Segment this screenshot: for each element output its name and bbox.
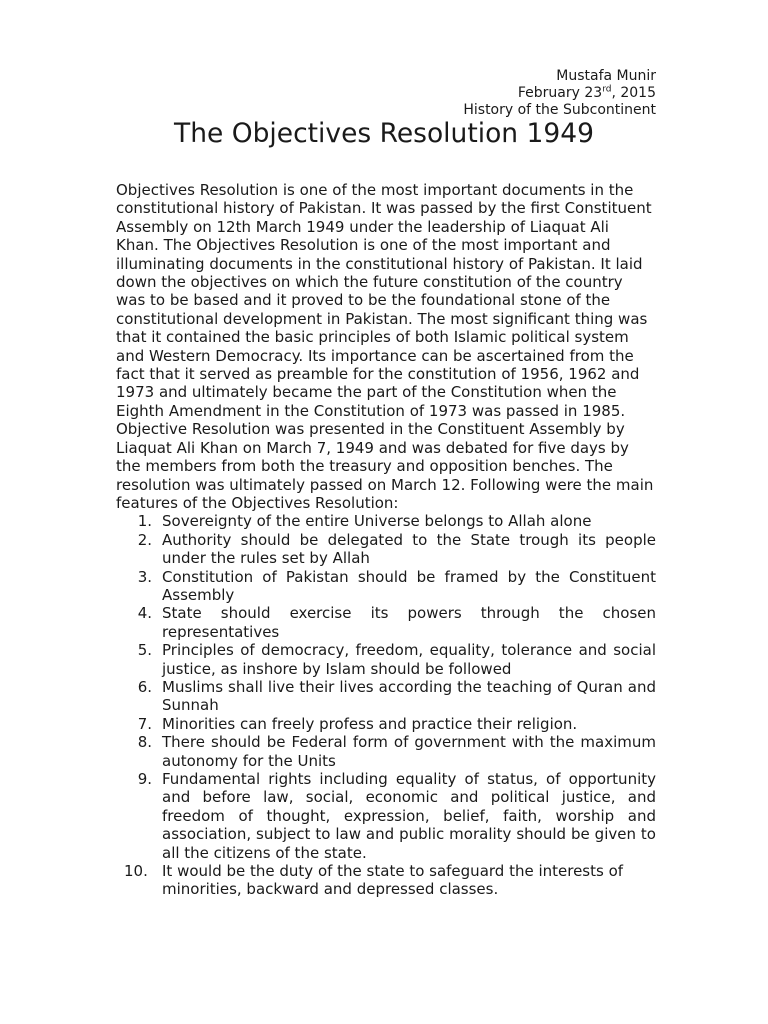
list-item [116, 715, 656, 733]
list-item [116, 604, 656, 641]
list-item [116, 733, 656, 770]
list-item [116, 862, 656, 899]
date-year: , 2015 [611, 85, 656, 101]
list-item-text: Fundamental rights including equality of status, of opportunity and before law, social, economic and political justice, and freedom of thought, expression, belief, faith, worship and association, subject to law and public morality should be given to all the citizens of the state. [162, 770, 656, 862]
list-item [116, 641, 656, 678]
document-header [463, 68, 656, 119]
list-item-text: Authority should be delegated to the State trough its people under the rules set by Allah [162, 530, 656, 568]
date-ordinal: rd [602, 84, 612, 95]
list-item [116, 531, 656, 568]
features-list [116, 512, 656, 899]
list-item-number: 9. [137, 770, 152, 788]
list-item-text: Minorities can freely profess and practice their religion. [162, 714, 578, 733]
list-item-number: 2. [137, 530, 152, 549]
list-item-text: Constitution of Pakistan should be framed by the Constituent Assembly [162, 567, 656, 604]
list-item [116, 678, 656, 715]
list-item-number: 8. [137, 733, 152, 752]
document-body [116, 181, 656, 899]
list-item [116, 568, 656, 605]
list-item-number: 4. [137, 604, 152, 623]
list-item-number: 5. [137, 641, 152, 660]
paragraph-presentation: Objective Resolution was presented in the Constituent Assembly by Liaquat Ali Khan on March 7, 1949 and was debated for five days by the members from both the treasury and opposition benches. The resolution was ultimately passed on March 12. Following were the main features of the Objectives Resolution: [116, 420, 654, 512]
list-item-text: There should be Federal form of government with the maximum autonomy for the Units [162, 733, 656, 770]
list-item-number: 10. [124, 862, 148, 881]
list-item-text: Muslims shall live their lives according the teaching of Quran and Sunnah [162, 677, 656, 715]
list-item [116, 512, 656, 530]
list-item-text: State should exercise its powers through the chosen representatives [162, 604, 656, 641]
list-item-text: It would be the duty of the state to safeguard the interests of minorities, backward and depressed classes. [162, 862, 624, 899]
list-item-number: 6. [137, 677, 152, 696]
course-name: History of the Subcontinent [463, 102, 656, 118]
list-item [116, 770, 656, 862]
list-item-number: 1. [137, 512, 152, 531]
document-title: The Objectives Resolution 1949 [174, 118, 594, 149]
list-item-text: Principles of democracy, freedom, equality, tolerance and social justice, as inshore by Islam should be followed [162, 641, 656, 678]
date-text: February 23 [517, 85, 603, 101]
list-item-text: Sovereignty of the entire Universe belongs to Allah alone [162, 512, 592, 531]
list-item-number: 7. [137, 714, 152, 733]
document-date [463, 85, 656, 102]
paragraph-intro: Objectives Resolution is one of the most important documents in the constitutional history of Pakistan. It was passed by the first Constituent Assembly on 12th March 1949 under the leadership of Liaquat Ali Khan. The Objectives Resolution is one of the most important and illuminating documents in the constitutional history of Pakistan. It laid down the objectives on which the future constitution of the country was to be based and it proved to be the foundational stone of the constitutional development in Pakistan. The most significant thing was that it contained the basic principles of both Islamic political system and Western Democracy. Its importance can be ascertained from the fact that it served as preamble for the constitution of 1956, 1962 and 1973 and ultimately became the part of the Constitution when the Eighth Amendment in the Constitution of 1973 was passed in 1985. [116, 181, 652, 420]
author-name: Mustafa Munir [556, 68, 656, 84]
list-item-number: 3. [137, 567, 152, 586]
